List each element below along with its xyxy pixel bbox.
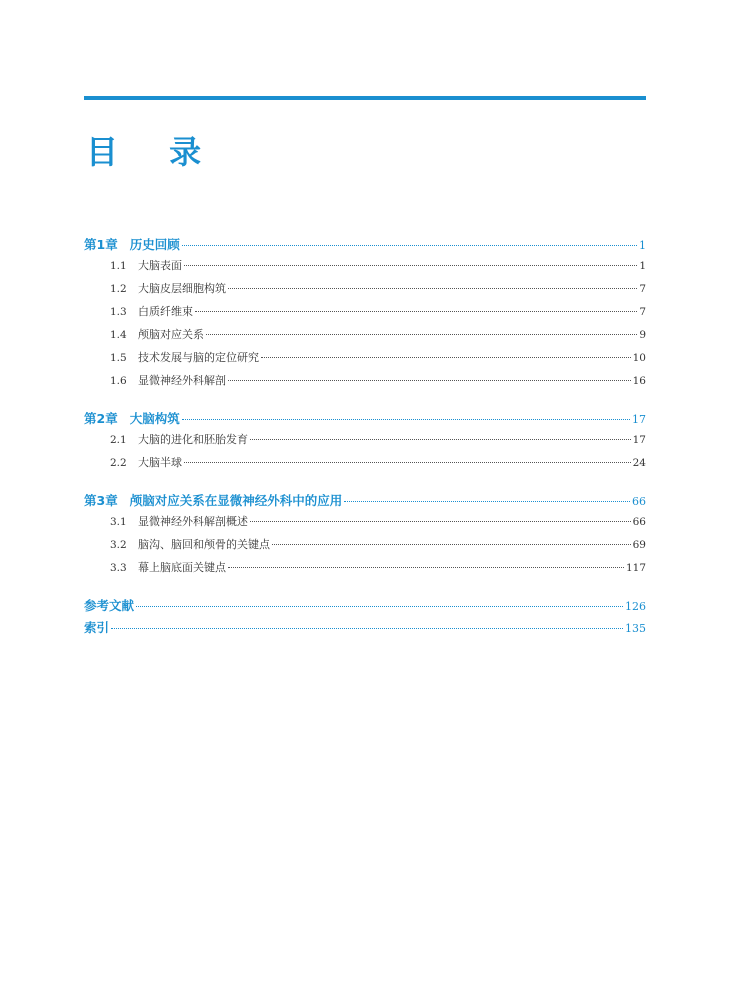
chapter-page-number: 126	[625, 600, 646, 613]
section-page-number: 66	[632, 516, 646, 528]
chapter-number: 第3章	[84, 493, 118, 508]
chapter-page-number: 17	[632, 413, 646, 426]
section-title: 幕上脑底面关键点	[138, 561, 226, 574]
chapter-number: 第1章	[84, 237, 118, 252]
dot-leader	[250, 438, 631, 440]
section-title: 显微神经外科解剖	[138, 374, 226, 387]
section-page-number: 16	[632, 375, 646, 387]
section-number: 1.2	[110, 283, 127, 295]
chapter-page-number: 135	[625, 622, 646, 635]
dot-leader	[228, 566, 624, 568]
table-of-contents	[84, 235, 646, 654]
toc-section-entry[interactable]	[84, 372, 646, 395]
toc-section-entry[interactable]	[84, 326, 646, 349]
chapter-title: 索引	[84, 620, 110, 635]
section-number: 2.1	[110, 434, 127, 446]
dot-leader	[228, 287, 637, 289]
toc-chapter	[84, 235, 646, 395]
section-number: 1.3	[110, 306, 127, 318]
toc-chapter	[84, 409, 646, 477]
section-page-number: 10	[632, 352, 646, 364]
chapter-number: 第2章	[84, 411, 118, 426]
dot-leader	[344, 500, 630, 502]
section-number: 3.2	[110, 539, 127, 551]
toc-section-entry[interactable]	[84, 349, 646, 372]
dot-leader	[184, 264, 637, 266]
section-page-number: 17	[632, 434, 646, 446]
section-page-number: 1	[639, 260, 646, 272]
dot-leader	[195, 310, 637, 312]
section-title: 显微神经外科解剖概述	[138, 515, 248, 528]
dot-leader	[111, 627, 623, 629]
section-title: 大脑半球	[138, 456, 182, 469]
toc-chapter-entry[interactable]	[84, 235, 646, 257]
section-page-number: 9	[639, 329, 646, 341]
section-title: 大脑的进化和胚胎发育	[138, 433, 248, 446]
dot-leader	[184, 461, 631, 463]
section-title: 大脑皮层细胞构筑	[138, 282, 226, 295]
chapter-title: 颅脑对应关系在显微神经外科中的应用	[129, 493, 343, 508]
toc-chapter-entry[interactable]	[84, 491, 646, 513]
section-page-number: 24	[632, 457, 646, 469]
toc-section-entry[interactable]	[84, 536, 646, 559]
section-number: 1.5	[110, 352, 127, 364]
toc-section-entry[interactable]	[84, 513, 646, 536]
section-number: 1.6	[110, 375, 127, 387]
section-title: 脑沟、脑回和颅骨的关键点	[138, 538, 270, 551]
section-number: 2.2	[110, 457, 127, 469]
section-title: 白质纤维束	[138, 305, 193, 318]
dot-leader	[136, 605, 623, 607]
chapter-page-number: 1	[639, 239, 646, 252]
chapter-title: 历史回顾	[129, 237, 180, 252]
section-page-number: 117	[625, 562, 646, 574]
toc-section-entry[interactable]	[84, 431, 646, 454]
chapter-page-number: 66	[632, 495, 646, 508]
toc-section-entry[interactable]	[84, 454, 646, 477]
toc-chapter-entry[interactable]	[84, 409, 646, 431]
section-number: 1.1	[110, 260, 127, 272]
dot-leader	[250, 520, 631, 522]
section-number: 1.4	[110, 329, 127, 341]
toc-section-entry[interactable]	[84, 303, 646, 326]
toc-chapter	[84, 618, 646, 640]
section-number: 3.3	[110, 562, 127, 574]
section-title: 技术发展与脑的定位研究	[138, 351, 259, 364]
chapter-title: 大脑构筑	[129, 411, 180, 426]
dot-leader	[272, 543, 631, 545]
section-page-number: 7	[639, 283, 646, 295]
section-title: 大脑表面	[138, 259, 182, 272]
dot-leader	[228, 379, 631, 381]
dot-leader	[182, 244, 637, 246]
dot-leader	[261, 356, 631, 358]
toc-section-entry[interactable]	[84, 280, 646, 303]
toc-chapter-entry[interactable]	[84, 618, 646, 640]
dot-leader	[206, 333, 637, 335]
section-page-number: 7	[639, 306, 646, 318]
toc-section-entry[interactable]	[84, 257, 646, 280]
toc-chapter	[84, 491, 646, 582]
section-title: 颅脑对应关系	[138, 328, 204, 341]
page-title: 目 录	[86, 133, 222, 171]
top-rule	[84, 96, 646, 100]
section-page-number: 69	[632, 539, 646, 551]
toc-section-entry[interactable]	[84, 559, 646, 582]
dot-leader	[182, 418, 630, 420]
toc-chapter	[84, 596, 646, 618]
toc-chapter-entry[interactable]	[84, 596, 646, 618]
section-number: 3.1	[110, 516, 127, 528]
chapter-title: 参考文献	[84, 598, 135, 613]
